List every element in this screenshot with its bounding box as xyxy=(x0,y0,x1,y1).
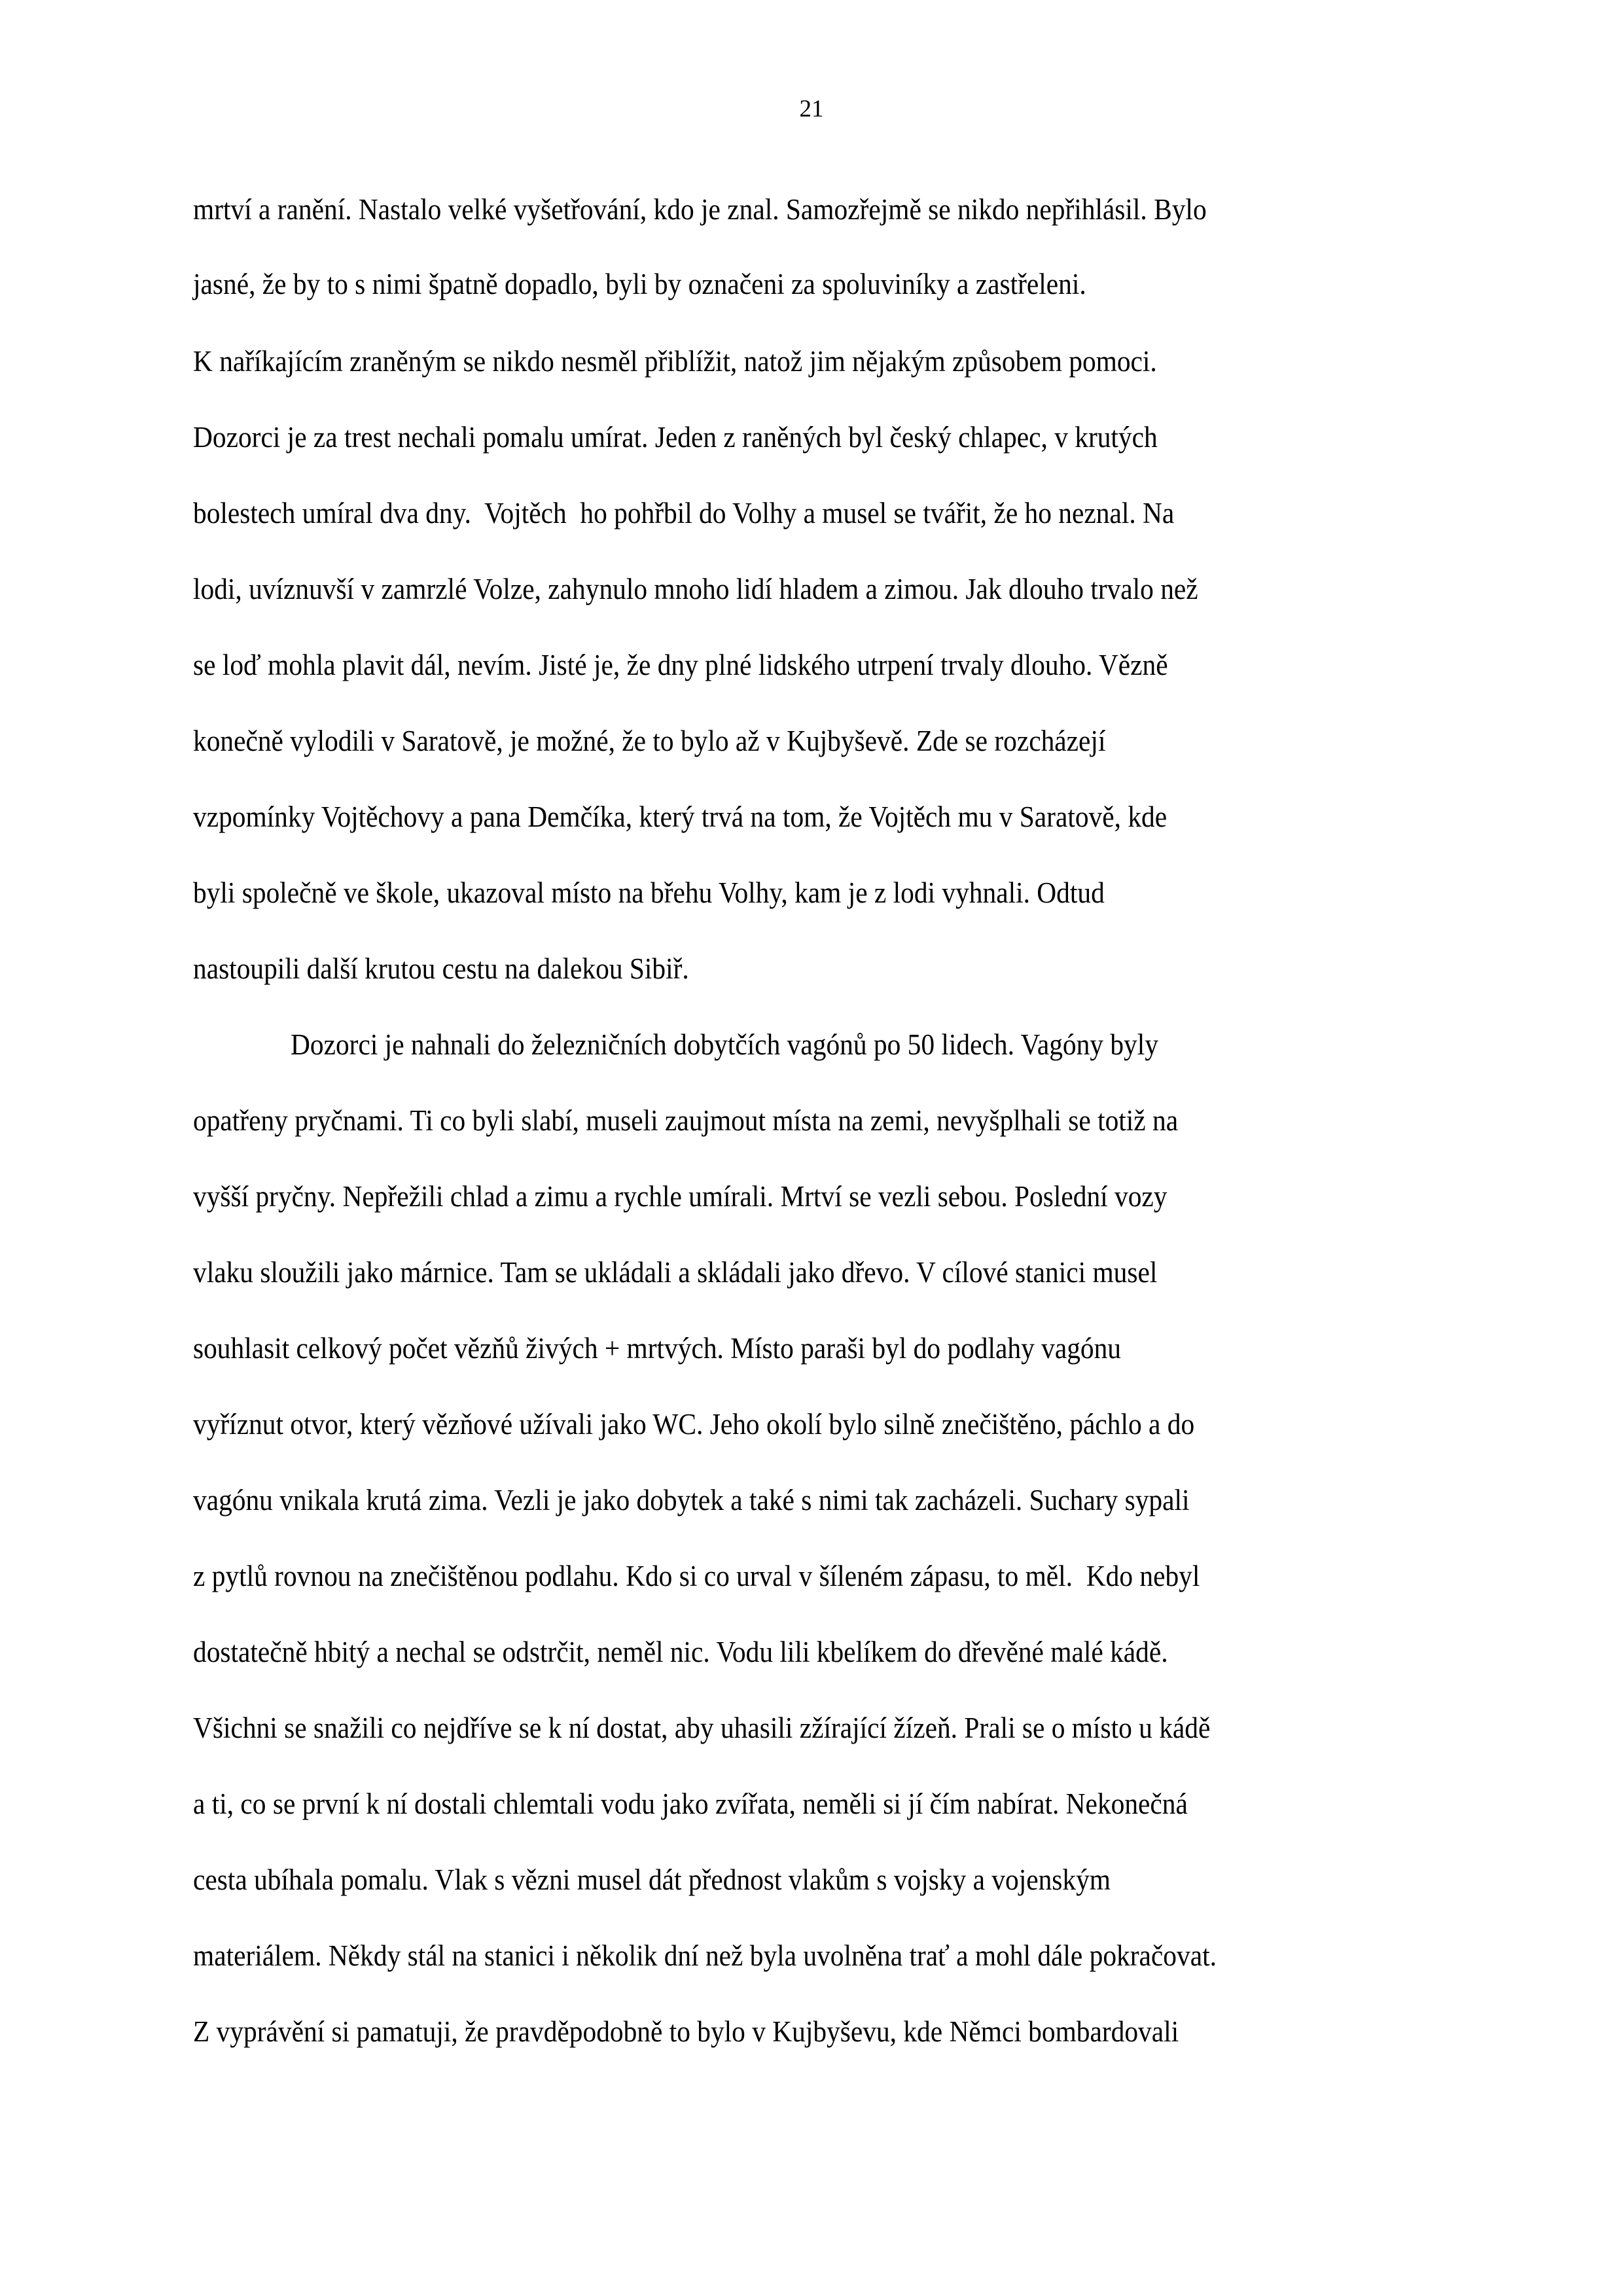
text-line: bolestech umíral dva dny. Vojtěch ho pohřbil do Volhy a musel se tvářit, že ho neznal. Na xyxy=(193,497,1175,529)
text-line: vyšší pryčny. Nepřežili chlad a zimu a rychle umírali. Mrtví se vezli sebou. Poslední vozy xyxy=(193,1180,1168,1213)
text-line: cesta ubíhala pomalu. Vlak s vězni musel dát přednost vlakům s vojsky a vojenským xyxy=(193,1863,1111,1896)
paragraph-first-line: Dozorci je nahnali do železničních dobytčích vagónů po 50 lidech. Vagóny byly xyxy=(291,1028,1158,1061)
text-line: dostatečně hbitý a nechal se odstrčit, neměl nic. Vodu lili kbelíkem do dřevěné malé kádě. xyxy=(193,1636,1168,1668)
text-line: jasné, že by to s nimi špatně dopadlo, byli by označeni za spoluviníky a zastřeleni. xyxy=(193,268,1086,300)
text-line: materiálem. Někdy stál na stanici i několik dní než byla uvolněna trať a mohl dále pokračovat. xyxy=(193,1939,1217,1972)
text-line: opatřeny pryčnami. Ti co byli slabí, museli zaujmout místa na zemi, nevyšplhali se totiž na xyxy=(193,1104,1179,1137)
page-number: 21 xyxy=(799,96,824,122)
text-line: souhlasit celkový počet vězňů živých + mrtvých. Místo paraši byl do podlahy vagónu xyxy=(193,1332,1122,1365)
text-line: vlaku sloužili jako márnice. Tam se ukládali a skládali jako dřevo. V cílové stanici musel xyxy=(193,1256,1158,1289)
text-line: Dozorci je za trest nechali pomalu umírat. Jeden z raněných byl český chlapec, v krutých xyxy=(193,421,1158,454)
text-line: vzpomínky Vojtěchovy a pana Demčíka, který trvá na tom, že Vojtěch mu v Saratově, kde xyxy=(193,800,1168,833)
text-line: se loď mohla plavit dál, nevím. Jisté je, že dny plné lidského utrpení trvaly dlouho. Vězně xyxy=(193,649,1168,681)
text-line: z pytlů rovnou na znečištěnou podlahu. Kdo si co urval v šíleném zápasu, to měl. Kdo nebyl xyxy=(193,1560,1200,1592)
text-line: nastoupili další krutou cestu na dalekou Sibiř. xyxy=(193,952,689,985)
text-line: vagónu vnikala krutá zima. Vezli je jako dobytek a také s nimi tak zacházeli. Suchary sypali xyxy=(193,1484,1190,1516)
text-line: lodi, uvíznuvší v zamrzlé Volze, zahynulo mnoho lidí hladem a zimou. Jak dlouho trvalo než xyxy=(193,573,1198,605)
text-line: a ti, co se první k ní dostali chlemtali vodu jako zvířata, neměli si jí čím nabírat. Nekonečná xyxy=(193,1787,1188,1820)
text-line: Z vyprávění si pamatuji, že pravděpodobně to bylo v Kujbyševu, kde Němci bombardovali xyxy=(193,2015,1179,2048)
text-line: Všichni se snažili co nejdříve se k ní dostat, aby uhasili zžírající žízeň. Prali se o místo u kádě xyxy=(193,1712,1211,1744)
text-line: byli společně ve škole, ukazoval místo na břehu Volhy, kam je z lodi vyhnali. Odtud xyxy=(193,876,1105,909)
text-line: vyříznut otvor, který vězňové užívali jako WC. Jeho okolí bylo silně znečištěno, páchlo a do xyxy=(193,1408,1195,1441)
text-line: konečně vylodili v Saratově, je možné, že to bylo až v Kujbyševě. Zde se rozcházejí xyxy=(193,725,1106,757)
text-line: mrtví a ranění. Nastalo velké vyšetřování, kdo je znal. Samozřejmě se nikdo nepřihlásil. Bylo xyxy=(193,193,1207,226)
text-line: K naříkajícím zraněným se nikdo nesměl přiblížit, natož jim nějakým způsobem pomoci. xyxy=(193,345,1157,378)
